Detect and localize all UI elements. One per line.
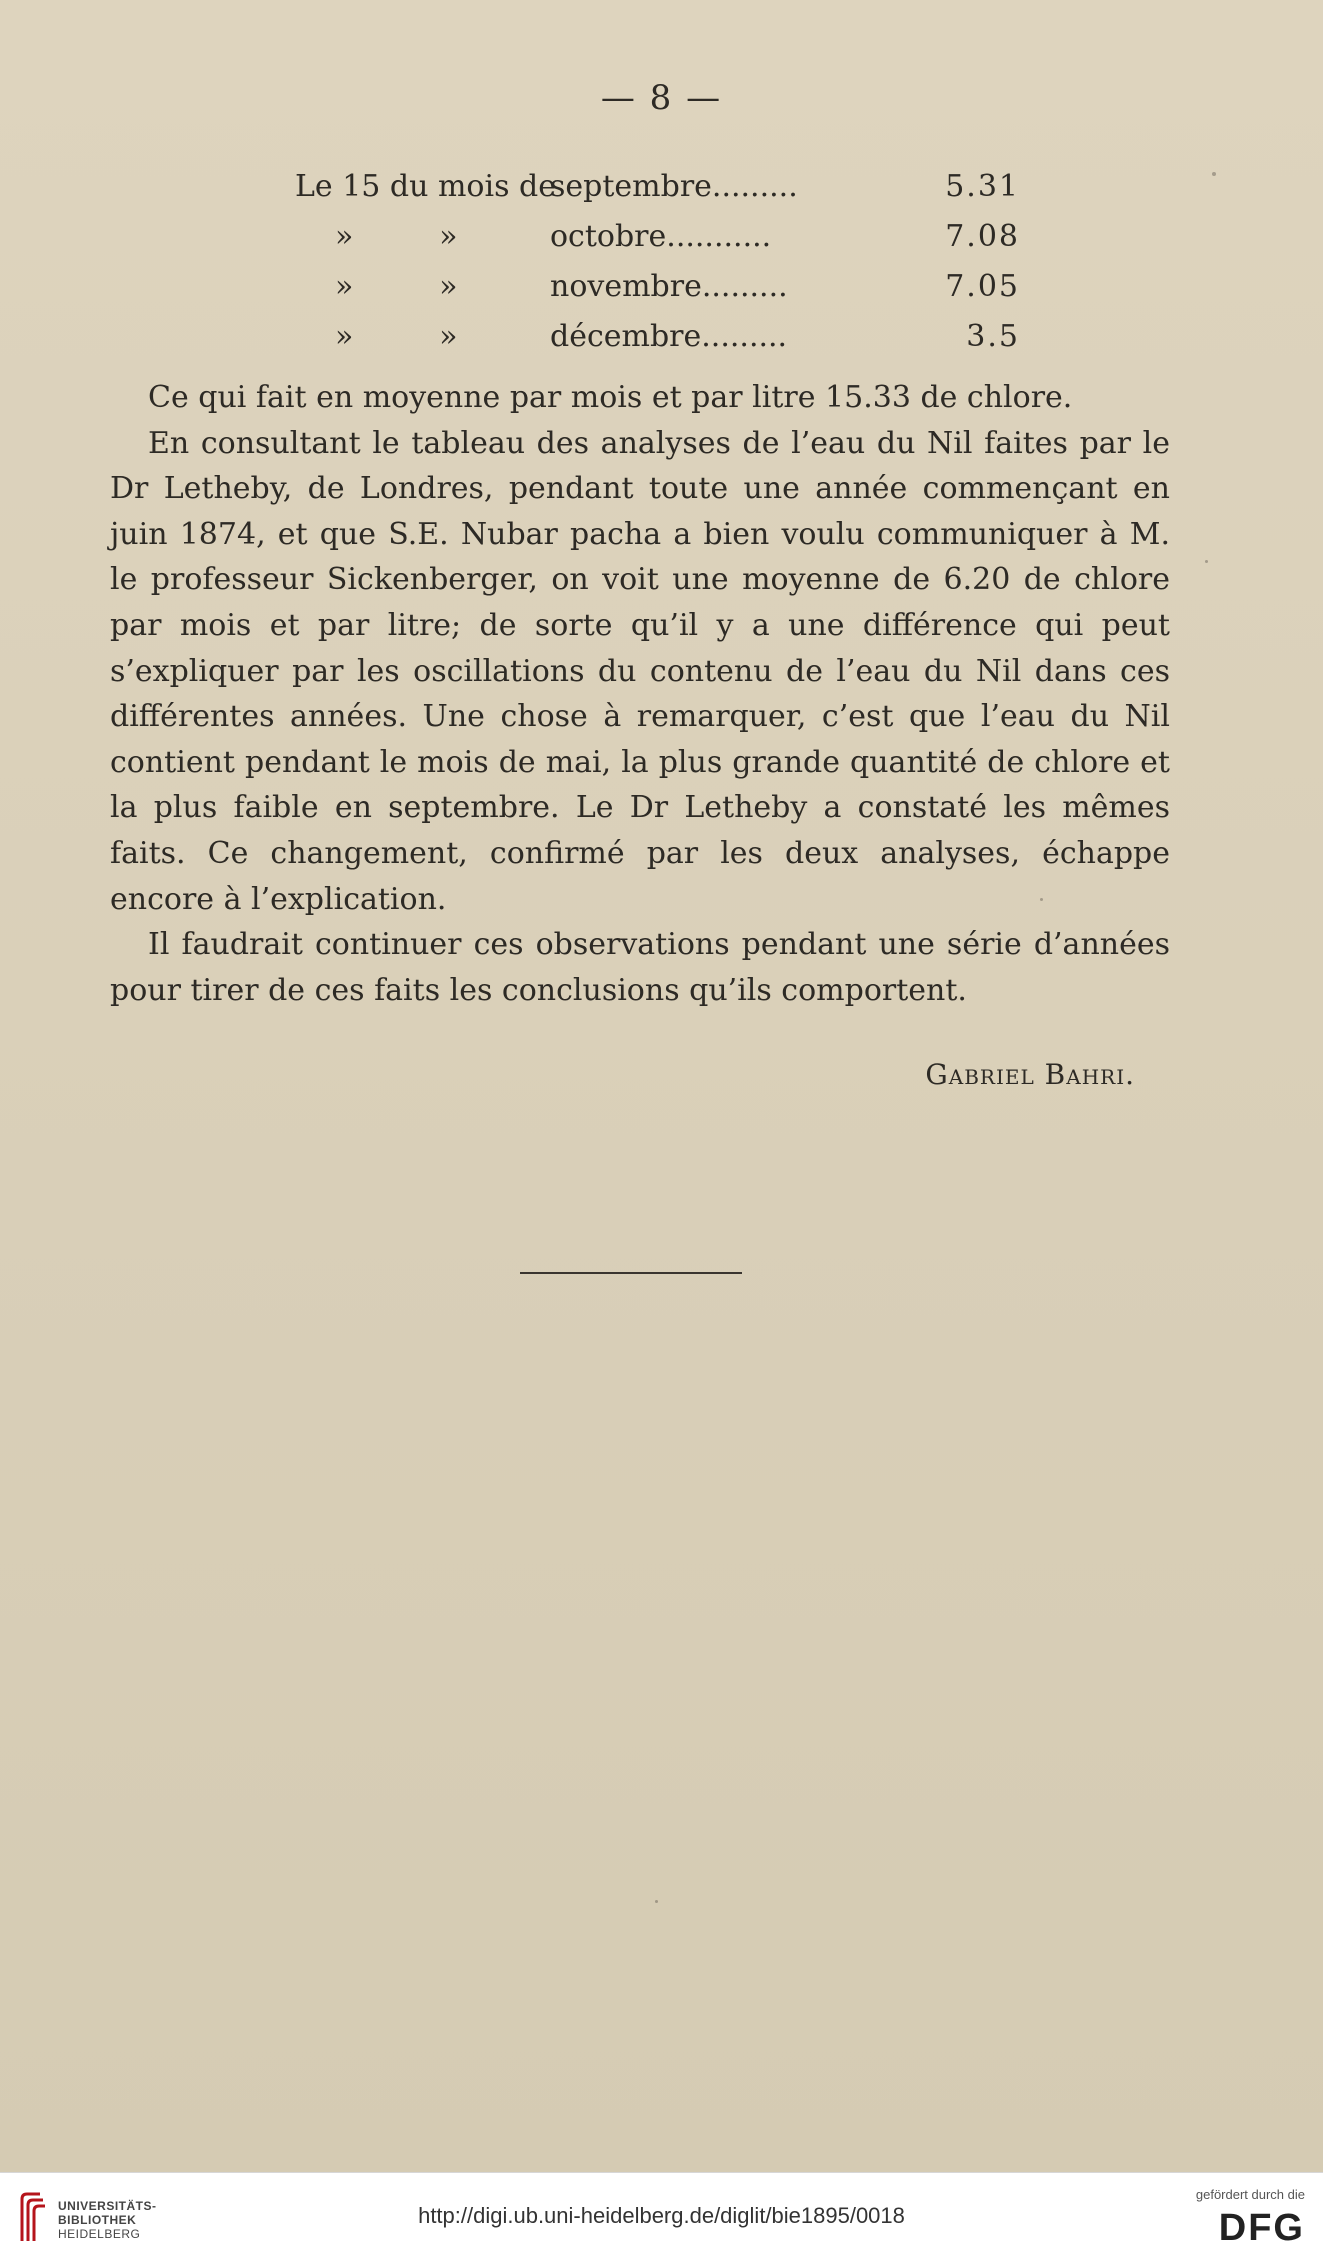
row-month: octobre........... [550,219,772,254]
table-row [295,212,1020,262]
row-month: septembre......... [550,169,798,204]
paper-speck [655,1900,658,1903]
row-value: 3.5 [966,319,1020,354]
library-name-line: HEIDELBERG [58,2227,141,2241]
permalink-url[interactable]: http://digi.ub.uni-heidelberg.de/diglit/bie1895/0018 [418,2203,905,2228]
row-prefix: Le 15 du mois de [295,169,556,204]
author-signature: Gabriel Bahri. [925,1058,1135,1091]
page-number: — 8 — [600,78,723,118]
row-month: novembre......... [550,269,788,304]
body-text [110,375,1170,1013]
paper-speck [1040,898,1043,901]
row-value: 5.31 [945,169,1020,204]
paragraph-letheby: En consultant le tableau des analyses de l’eau du Nil faites par le Dr Letheby, de Londres, pendant toute une année commençant en juin 1874, et que S.E. Nubar pacha a bien voulu communiquer à M. le professeur Sickenberger, on voit une moyenne de 6.20 de chlore par mois et par litre; de sorte qu’il y a une différence qui peut s’expliquer par les oscillations du contenu de l’eau du Nil dans ces différentes années. Une chose à remarquer, c’est que l’eau du Nil contient pendant le mois de mai, la plus grande quantité de chlore et la plus faible en septembre. Le Dr Letheby a constaté les mêmes faits. Ce changement, confirmé par les deux analyses, échappe encore à l’explication. [110,425,1170,917]
digitization-footer [0,2172,1323,2268]
paragraph-conclusion: Il faudrait continuer ces observations pendant une série d’années pour tirer de ces faits les conclusions qu’ils comportent. [110,927,1170,1008]
table-row [295,262,1020,312]
table-row [295,162,1020,212]
paragraph-average: Ce qui fait en moyenne par mois et par litre 15.33 de chlore. [148,380,1073,415]
funding-notice [1125,2187,1305,2248]
funding-label: gefördert durch die [1195,2187,1305,2202]
dfg-logo: DFG [1218,2207,1305,2249]
paper-speck [1205,560,1208,563]
row-prefix: » » [335,219,458,254]
chlorine-table [295,162,1020,362]
row-value: 7.05 [945,269,1020,304]
row-month: décembre......... [550,319,788,354]
row-prefix: » » [335,319,458,354]
row-prefix: » » [335,269,458,304]
row-value: 7.08 [945,219,1020,254]
table-row [295,312,1020,362]
paper-speck [1212,172,1216,176]
library-name-line: BIBLIOTHEK [58,2213,137,2227]
library-name-line: UNIVERSITÄTS- [58,2199,157,2213]
end-rule [520,1272,742,1274]
